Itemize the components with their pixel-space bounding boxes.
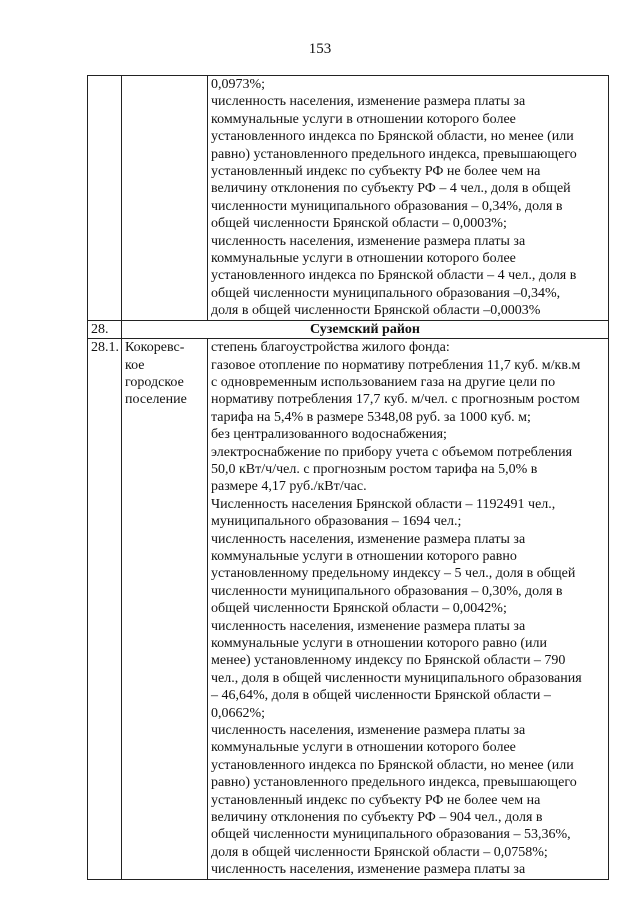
text-line: нормативу потребления 17,7 куб. м/чел. с прогнозным ростом [211, 392, 580, 408]
text-line: без централизованного водоснабжения; [211, 427, 447, 443]
text-line: величину отклонения по субъекту РФ – 904 чел., доля в [211, 810, 543, 826]
text-line: установленного индекса по Брянской области – 4 чел., доля в [211, 268, 577, 284]
section-row [88, 320, 609, 338]
entry-number: 28.1. [88, 339, 122, 880]
text-line: степень благоустройства жилого фонда: [211, 340, 450, 356]
entry-text [208, 339, 609, 880]
continuation-row [88, 76, 609, 321]
text-line: общей численности муниципального образования –0,34%, [211, 285, 561, 301]
text-line: тарифа на 5,4% в размере 5348,08 руб. за 1000 куб. м; [211, 409, 531, 425]
text-line: величину отклонения по субъекту РФ – 4 чел., доля в общей [211, 181, 571, 197]
text-line: доля в общей численности Брянской области – 0,0758%; [211, 844, 548, 860]
document-table [87, 75, 609, 880]
text-line: 0,0662%; [211, 705, 266, 721]
text-line: с одновременным использованием газа на другие цели по [211, 374, 556, 390]
text-line: общей численности Брянской области – 0,0003%; [211, 216, 507, 232]
text-line: 50,0 кВт/ч/чел. с прогнозным ростом тарифа на 5,0% в [211, 461, 538, 477]
continuation-name-cell [122, 76, 208, 321]
text-line: коммунальные услуги в отношении которого более [211, 740, 516, 756]
text-line: Численность населения Брянской области – 1192491 чел., [211, 496, 556, 512]
text-line: коммунальные услуги в отношении которого равно [211, 548, 517, 564]
text-line: установленный индекс по субъекту РФ не более чем на [211, 164, 541, 180]
text-line: кое [125, 357, 145, 373]
text-line: численности муниципального образования – 0,34%, доля в [211, 198, 563, 214]
text-line: общей численности муниципального образования – 53,36%, [211, 827, 571, 843]
text-line: численность населения, изменение размера платы за [211, 723, 526, 739]
text-line: Кокоревс- [125, 340, 185, 356]
text-line: размере 4,17 руб./кВт/час. [211, 479, 367, 495]
text-line: равно) установленного предельного индекса, превышающего [211, 775, 577, 791]
text-line: коммунальные услуги в отношении которого более [211, 111, 516, 127]
page-number: 153 [308, 41, 332, 57]
text-line: численность населения, изменение размера платы за [211, 618, 526, 634]
text-line: городское [125, 374, 184, 390]
text-line: численность населения, изменение размера платы за [211, 233, 526, 249]
entry-name [122, 339, 208, 880]
text-line: равно) установленного предельного индекса, превышающего [211, 146, 577, 162]
text-line: – 46,64%, доля в общей численности Брянской области – [211, 688, 551, 704]
text-line: 0,0973%; [211, 77, 266, 92]
text-line: численность населения, изменение размера платы за [211, 862, 526, 878]
entry-row [88, 339, 609, 880]
text-line: муниципального образования – 1694 чел.; [211, 514, 462, 530]
text-line: численность населения, изменение размера платы за [211, 531, 526, 547]
text-line: коммунальные услуги в отношении которого более [211, 251, 516, 267]
section-title: Суземский район [122, 320, 609, 338]
text-line: установленному предельному индексу – 5 чел., доля в общей [211, 566, 576, 582]
text-line: установленного индекса по Брянской области, но менее (или [211, 757, 574, 773]
text-line: газовое отопление по нормативу потребления 11,7 куб. м/кв.м [211, 357, 581, 373]
text-line: численность населения, изменение размера платы за [211, 94, 526, 110]
text-line: поселение [125, 392, 187, 408]
continuation-text-cell [208, 76, 609, 321]
text-line: общей численности Брянской области – 0,0042%; [211, 601, 507, 617]
text-line: численности муниципального образования – 0,30%, доля в [211, 583, 563, 599]
section-number: 28. [88, 320, 122, 338]
text-line: коммунальные услуги в отношении которого равно (или [211, 636, 547, 651]
text-line: чел., доля в общей численности муниципального образования [211, 670, 582, 686]
continuation-number-cell [88, 76, 122, 321]
text-line: электроснабжение по прибору учета с объемом потребления [211, 444, 573, 460]
text-line: менее) установленному индексу по Брянской области – 790 [211, 653, 566, 669]
text-line: установленный индекс по субъекту РФ не более чем на [211, 792, 541, 808]
text-line: доля в общей численности Брянской области –0,0003% [211, 303, 541, 319]
text-line: установленного индекса по Брянской области, но менее (или [211, 129, 574, 145]
